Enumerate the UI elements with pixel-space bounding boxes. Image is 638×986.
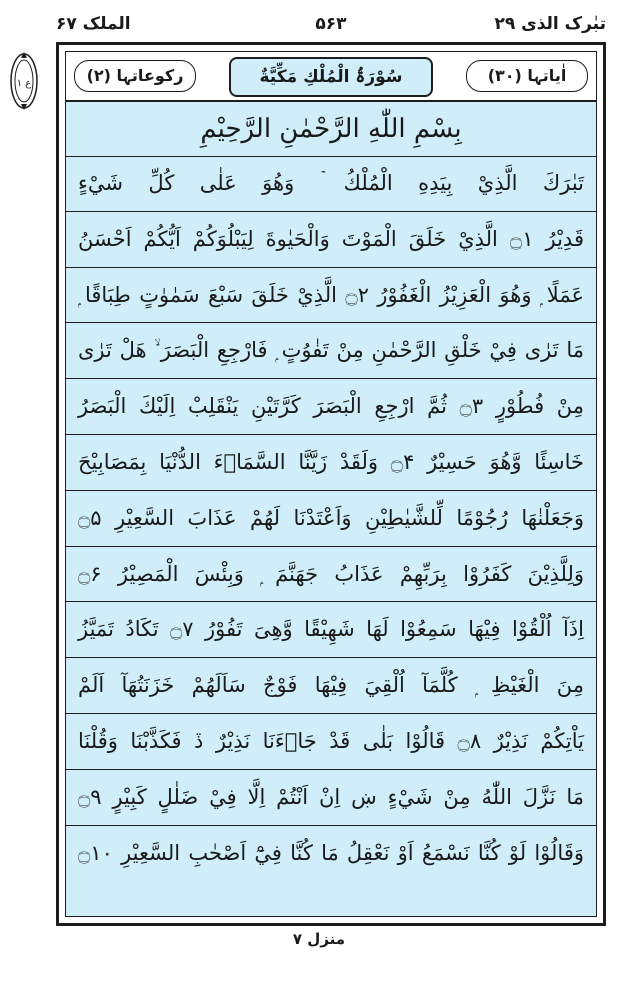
ayat-count: اٰیاتہا (۳۰) bbox=[466, 60, 588, 92]
verse-line: وَجَعَلْنٰهَا رُجُوْمًا لِّلشَّيٰطِيْنِ وَاَعْتَدْنَا لَهُمْ عَذَابَ السَّعِيْرِ ۝۵ bbox=[66, 491, 596, 547]
verse-line: مَا نَزَّلَ اللّٰهُ مِنْ شَيْءٍ ښ اِنْ اَنْتُمْ اِلَّا فِيْ ضَلٰلٍ كَبِيْرٍ ۝۹ bbox=[66, 770, 596, 826]
verse-line: تَبٰرَكَ الَّذِيْ بِيَدِهِ الْمُلْكُ ۡ وَهُوَ عَلٰى كُلِّ شَيْءٍ bbox=[66, 156, 596, 212]
page-frame bbox=[56, 42, 606, 926]
juz-name: تبٰرک الذی ۲۹ bbox=[494, 14, 606, 34]
bismillah: بِسْمِ اللّٰهِ الرَّحْمٰنِ الرَّحِيْمِ bbox=[66, 102, 596, 157]
verse-line: مِنْ فُطُوْرٍ ۝۳ ثُمَّ ارْجِعِ الْبَصَرَ كَرَّتَيْنِ يَنْقَلِبْ اِلَيْكَ الْبَصَرُ bbox=[66, 379, 596, 435]
manzil-footer: منزل ۷ bbox=[292, 930, 346, 948]
verse-line: وَلِلَّذِيْنَ كَفَرُوْا بِرَبِّهِمْ عَذَابُ جَهَنَّمَ ۭ وَبِئْسَ الْمَصِيْرُ ۝۶ bbox=[66, 547, 596, 603]
verse-line: خَاسِئًا وَّهُوَ حَسِيْرٌ ۝۴ وَلَقَدْ زَيَّنَّا السَّمَاۗءَ الدُّنْيَا بِمَصَابِيْحَ bbox=[66, 435, 596, 491]
ruku-marker-icon bbox=[8, 50, 40, 112]
surah-title: سُوْرَۃُ الْمُلْكِ مَكِّيَّةٌ bbox=[229, 57, 433, 97]
verse-line: قَدِيْرُ ۝۱ الَّذِيْ خَلَقَ الْمَوْتَ وَالْحَيٰوةَ لِيَبْلُوَكُمْ اَيُّكُمْ اَحْسَنُ bbox=[66, 212, 596, 268]
ruku-margin-marker bbox=[8, 50, 40, 112]
surah-reference: الملک ۶۷ bbox=[56, 14, 131, 34]
page-number: ۵۶۳ bbox=[315, 14, 347, 34]
verse-line: وَقَالُوْا لَوْ كُنَّا نَسْمَعُ اَوْ نَعْقِلُ مَا كُنَّا فِيْٓ اَصْحٰبِ السَّعِيْرِ ۝۱۰ bbox=[78, 840, 584, 865]
verse-line: يَاْتِكُمْ نَذِيْرٌ ۝۸ قَالُوْا بَلٰى قَدْ جَاۗءَنَا نَذِيْرٌ ڏ فَكَذَّبْنَا وَقُلْنَا bbox=[66, 714, 596, 770]
ruku-marker-label: ع ۱ bbox=[16, 78, 32, 89]
ruku-count: رکوعاتہا (۲) bbox=[74, 60, 196, 92]
verse-line: مَا تَرٰى فِيْ خَلْقِ الرَّحْمٰنِ مِنْ تَفٰوُتٍ ۭ فَارْجِعِ الْبَصَرَ ۙ هَلْ تَرٰى bbox=[66, 323, 596, 379]
verse-lines bbox=[66, 156, 596, 916]
page-header bbox=[56, 10, 606, 42]
text-panel bbox=[65, 51, 597, 917]
verse-line: عَمَلًا ۭ وَهُوَ الْعَزِيْزُ الْغَفُوْرُ ۝۲ الَّذِيْ خَلَقَ سَبْعَ سَمٰوٰتٍ طِبَاقًا ۭ bbox=[66, 268, 596, 324]
verse-line: مِنَ الْغَيْظِ ۭ كُلَّمَآ اُلْقِيَ فِيْهَا فَوْجٌ سَاَلَهُمْ خَزَنَتُهَآ اَلَمْ bbox=[66, 658, 596, 714]
surah-title-band bbox=[66, 52, 596, 102]
verse-line: اِذَآ اُلْقُوْا فِيْهَا سَمِعُوْا لَهَا شَهِيْقًا وَّهِىَ تَفُوْرُ ۝۷ تَكَادُ تَمَيَّزُ bbox=[66, 602, 596, 658]
